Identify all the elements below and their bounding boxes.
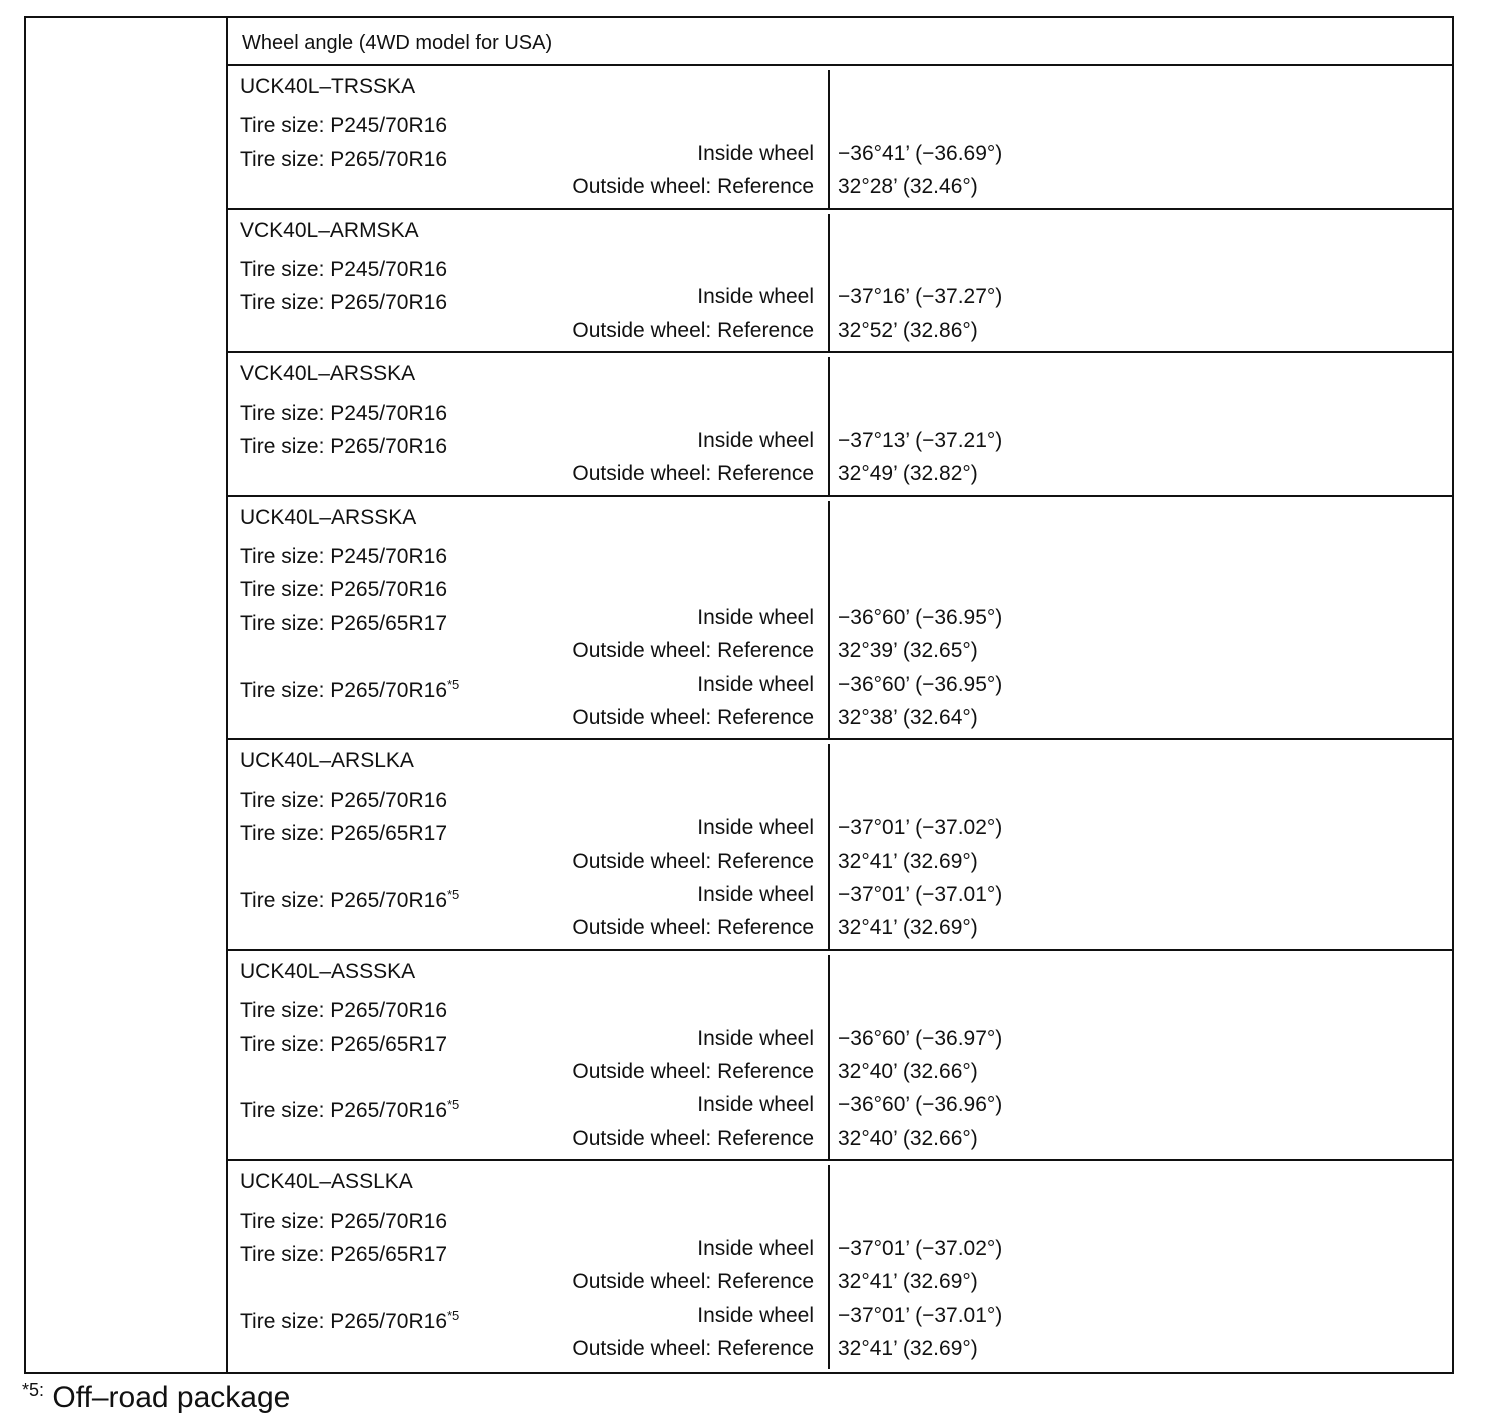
spec-table-frame: [24, 16, 1454, 1374]
wheel-type: Inside wheel: [697, 141, 814, 165]
footnote-ref: *5: [447, 886, 460, 902]
angle-value: −37°13’ (−37.21°): [838, 428, 1003, 452]
tire-size-text: Tire size: P265/70R16: [240, 999, 447, 1023]
table-row: [228, 170, 1454, 203]
model-code-line: [228, 744, 1454, 777]
wheel-type: Outside wheel: Reference: [572, 318, 814, 342]
model-code-line: [228, 1165, 1454, 1198]
block-spacer: [228, 347, 1454, 351]
tire-size-text: Tire size: P245/70R16: [240, 257, 447, 281]
block-spacer: [228, 204, 1454, 208]
angle-value: 32°41’ (32.69°): [838, 916, 978, 940]
angle-value: −36°60’ (−36.96°): [838, 1093, 1003, 1117]
table-row: [228, 1265, 1454, 1298]
tire-size-text: Tire size: P245/70R16: [240, 114, 447, 138]
wheel-type: Outside wheel: Reference: [572, 1337, 814, 1361]
angle-value: −37°01’ (−37.02°): [838, 816, 1003, 840]
models-container: [228, 70, 1454, 1369]
table-row: [228, 811, 1454, 844]
wheel-type: Inside wheel: [697, 1026, 814, 1050]
footnote-ref: *5: [447, 1097, 460, 1113]
wheel-type: Inside wheel: [697, 428, 814, 452]
model-code: UCK40L–TRSSKA: [240, 75, 416, 98]
angle-value: −37°01’ (−37.01°): [838, 882, 1003, 906]
tire-size-text: Tire size: P265/70R16: [240, 1099, 447, 1123]
footnote-text: Off–road package: [44, 1381, 291, 1414]
model-block: [228, 744, 1454, 950]
left-blank-column: [26, 18, 228, 1372]
model-block: [228, 357, 1454, 497]
wheel-type: Outside wheel: Reference: [572, 706, 814, 730]
angle-value: −37°01’ (−37.02°): [838, 1236, 1003, 1260]
table-row: [228, 988, 1454, 1021]
angle-value: 32°40’ (32.66°): [838, 1126, 978, 1150]
table-row: [228, 1199, 1454, 1232]
footnote-ref: *5: [447, 676, 460, 692]
angle-value: 32°41’ (32.69°): [838, 849, 978, 873]
wheel-type: Inside wheel: [697, 1236, 814, 1260]
wheel-type: Inside wheel: [697, 1093, 814, 1117]
model-code-line: [228, 214, 1454, 247]
model-code-line: [228, 955, 1454, 988]
model-code: UCK40L–ARSLKA: [240, 749, 414, 773]
wheel-type: Outside wheel: Reference: [572, 175, 814, 199]
tire-size-text: Tire size: P265/70R16: [240, 291, 447, 315]
footnote-mark: *5:: [22, 1380, 45, 1400]
tire-size-text: Tire size: P265/70R16: [240, 1309, 447, 1333]
wheel-type: Inside wheel: [697, 816, 814, 840]
wheel-type: Outside wheel: Reference: [572, 462, 814, 486]
tire-size-text: Tire size: P265/70R16: [240, 788, 447, 812]
table-row: [228, 845, 1454, 878]
block-spacer: [228, 491, 1454, 495]
model-code-line: [228, 501, 1454, 534]
model-code: VCK40L–ARMSKA: [240, 218, 419, 242]
angle-value: 32°41’ (32.69°): [838, 1337, 978, 1361]
wheel-type: Outside wheel: Reference: [572, 849, 814, 873]
tire-size-text: Tire size: P245/70R16: [240, 401, 447, 425]
tire-size-text: Tire size: P265/70R16: [240, 1209, 447, 1233]
model-block: [228, 1165, 1454, 1369]
footnote-ref: *5: [447, 1307, 460, 1323]
angle-value: 32°52’ (32.86°): [838, 318, 978, 342]
table-row: [228, 1022, 1454, 1055]
tire-size-text: Tire size: P265/65R17: [240, 611, 447, 635]
table-row: [228, 1055, 1454, 1088]
wheel-type: Inside wheel: [697, 882, 814, 906]
table-row: [228, 1332, 1454, 1365]
table-row: [228, 137, 1454, 170]
angle-value: −37°16’ (−37.27°): [838, 285, 1003, 309]
table-row: [228, 1088, 1454, 1121]
angle-value: 32°49’ (32.82°): [838, 462, 978, 486]
model-block: [228, 955, 1454, 1161]
angle-value: −36°41’ (−36.69°): [838, 141, 1003, 165]
wheel-type: Outside wheel: Reference: [572, 1059, 814, 1083]
wheel-type: Outside wheel: Reference: [572, 916, 814, 940]
tire-size-text: Tire size: P265/70R16: [240, 147, 447, 171]
table-row: [228, 1232, 1454, 1265]
model-code: VCK40L–ARSSKA: [240, 362, 416, 386]
wheel-type: Inside wheel: [697, 285, 814, 309]
tire-size-text: Tire size: P265/70R16: [240, 578, 447, 602]
table-row: [228, 878, 1454, 911]
model-code: UCK40L–ASSSKA: [240, 959, 416, 983]
block-spacer: [228, 945, 1454, 949]
wheel-type: Inside wheel: [697, 672, 814, 696]
angle-value: −36°60’ (−36.95°): [838, 672, 1003, 696]
tire-size-text: Tire size: P265/65R17: [240, 1032, 447, 1056]
model-code: UCK40L–ASSLKA: [240, 1170, 413, 1194]
model-block: [228, 70, 1454, 210]
wheel-type: Outside wheel: Reference: [572, 1270, 814, 1294]
table-row: [228, 567, 1454, 600]
table-row: [228, 778, 1454, 811]
wheel-type: Inside wheel: [697, 1303, 814, 1327]
block-spacer: [228, 1365, 1454, 1369]
table-row: [228, 701, 1454, 734]
model-code-line: [228, 357, 1454, 390]
table-row: [228, 280, 1454, 313]
table-row: [228, 601, 1454, 634]
block-spacer: [228, 734, 1454, 738]
table-row: [228, 314, 1454, 347]
angle-value: −36°60’ (−36.95°): [838, 605, 1003, 629]
wheel-type: Outside wheel: Reference: [572, 1126, 814, 1150]
table-row: [228, 1299, 1454, 1332]
wheel-angle-table: [228, 18, 1454, 1372]
table-row: [228, 534, 1454, 567]
angle-value: −36°60’ (−36.97°): [838, 1026, 1003, 1050]
table-row: [228, 247, 1454, 280]
table-row: [228, 1122, 1454, 1155]
tire-size-text: Tire size: P245/70R16: [240, 545, 447, 569]
model-code: UCK40L–ARSSKA: [240, 505, 417, 529]
model-block: [228, 214, 1454, 354]
wheel-type: Inside wheel: [697, 605, 814, 629]
table-row: [228, 424, 1454, 457]
angle-value: 32°41’ (32.69°): [838, 1270, 978, 1294]
tire-size-text: Tire size: P265/65R17: [240, 1242, 447, 1266]
table-row: [228, 391, 1454, 424]
block-spacer: [228, 1155, 1454, 1159]
table-row: [228, 668, 1454, 701]
tire-size-text: Tire size: P265/70R16: [240, 434, 447, 458]
model-code-line: [228, 70, 1454, 103]
table-row: [228, 634, 1454, 667]
angle-value: 32°28’ (32.46°): [838, 175, 978, 199]
footnote: [22, 1380, 290, 1415]
tire-size-text: Tire size: P265/70R16: [240, 678, 447, 702]
table-header: Wheel angle (4WD model for USA): [228, 18, 1454, 66]
model-block: [228, 501, 1454, 741]
angle-value: −37°01’ (−37.01°): [838, 1303, 1003, 1327]
wheel-type: Outside wheel: Reference: [572, 639, 814, 663]
table-row: [228, 457, 1454, 490]
angle-value: 32°39’ (32.65°): [838, 639, 978, 663]
table-row: [228, 911, 1454, 944]
angle-value: 32°40’ (32.66°): [838, 1059, 978, 1083]
tire-size-text: Tire size: P265/70R16: [240, 888, 447, 912]
angle-value: 32°38’ (32.64°): [838, 706, 978, 730]
table-row: [228, 103, 1454, 136]
tire-size-text: Tire size: P265/65R17: [240, 822, 447, 846]
